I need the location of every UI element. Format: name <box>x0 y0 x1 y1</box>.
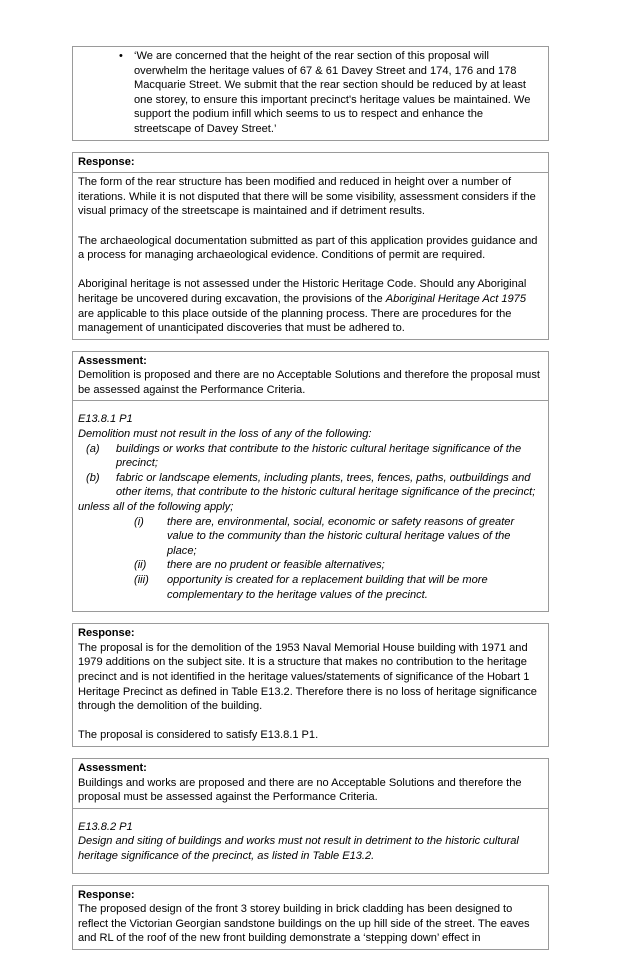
response-one-body-row <box>73 172 548 339</box>
criteria-subitem-marker: (ii) <box>134 559 147 572</box>
response-two-para-2: The proposal is considered to satisfy E13.8.1 P1. <box>78 729 319 742</box>
criteria-item-marker: (a) <box>86 442 100 455</box>
aboriginal-heritage-act-citation: Aboriginal Heritage Act 1975 <box>385 292 526 305</box>
response-one-para-3 <box>78 277 543 335</box>
criteria-item-marker: (b) <box>86 471 100 484</box>
criteria-item-b <box>86 471 543 500</box>
criteria-code: E13.8.1 P1 <box>78 413 133 426</box>
criteria-subitem-marker: (i) <box>134 515 144 528</box>
criteria-subitem-ii <box>134 558 543 573</box>
criteria-item-text: fabric or landscape elements, including plants, trees, fences, paths, outbuildings and other items, that contribute to the historic cultural heritage significance of the precinct; <box>116 471 536 499</box>
assessment-one-heading-row <box>73 352 548 401</box>
response-heading: Response: <box>78 155 135 168</box>
criteria-subitem-text: opportunity is created for a replacement building that will be more complementary to the heritage values of the precinct. <box>167 574 488 601</box>
representation-bullet-list <box>78 49 543 137</box>
paragraph-spacer <box>78 219 543 234</box>
response-one-para-2: The archaeological documentation submitted as part of this application provides guidance and a process for managing archaeological evidence. Conditions of permit are required. <box>78 234 538 262</box>
list-item: • ‘We are concerned that the height of the rear section of this proposal will overwhelm the heritage values of 67 & 61 Davey Street and 174, 176 and 178 Macquarie Street. We submit that the rear section should be reduced by at least one storey, to ensure this important precinct's heritage values be maintained. We support the podium infill which seems to us to respect and enhance the streetscape of Davey Street.’ <box>119 49 543 137</box>
paragraph-spacer <box>78 263 543 278</box>
response-one-block <box>72 152 549 340</box>
response-two-para-1: The proposal is for the demolition of the 1953 Naval Memorial House building with 1971 and 1979 additions on the subject site. It is a structure that makes no contribution to the heritage precinct and is not identified in the heritage values/statements of significance of the Hobart 1 Heritage Precinct as defined in Table E13.2. Therefore there is no loss of heritage significance through the demolition of the building. <box>78 641 537 713</box>
response-heading: Response: <box>78 888 135 901</box>
assessment-heading: Assessment: <box>78 761 147 774</box>
criteria-e13-8-2-row <box>73 808 548 873</box>
response-two-row <box>73 624 548 746</box>
representation-block <box>72 46 549 141</box>
criteria-subitem-i <box>134 515 543 559</box>
criteria-subitem-text: there are, environmental, social, economic or safety reasons of greater value to the community than the historic cultural heritage values of the place; <box>167 515 515 557</box>
criteria-text: Design and siting of buildings and works must not result in detriment to the historic cultural heritage significance of the precinct, as listed in Table E13.2. <box>78 835 519 862</box>
criteria-intro: Demolition must not result in the loss of any of the following: <box>78 428 372 441</box>
paragraph-spacer <box>78 714 543 729</box>
assessment-one-block <box>72 351 549 613</box>
assessment-two-heading-row <box>73 759 548 808</box>
criteria-subitem-marker: (iii) <box>134 574 149 586</box>
response-heading: Response: <box>78 627 135 640</box>
para-3-text-after: are applicable to this place outside of the planning process. There are procedures for the management of unanticipated discoveries that must be adhered to. <box>78 307 512 335</box>
criteria-item-a <box>86 442 543 471</box>
response-three-para-1: The proposed design of the front 3 storey building in brick cladding has been designed to reflect the Victorian Georgian sandstone buildings on the up hill side of the street. The eaves and RL of the roof of the new front building demonstrate a ‘stepping down’ effect in <box>78 903 530 945</box>
assessment-two-body: Buildings and works are proposed and there are no Acceptable Solutions and therefore the proposal must be assessed against the Performance Criteria. <box>78 776 522 804</box>
response-three-row <box>73 886 548 949</box>
criteria-subitem-iii <box>134 573 543 602</box>
assessment-two-block <box>72 758 549 874</box>
representation-row <box>73 47 548 140</box>
assessment-heading: Assessment: <box>78 354 147 367</box>
response-two-block <box>72 623 549 747</box>
response-three-block <box>72 885 549 950</box>
document-body <box>72 46 549 961</box>
criteria-code: E13.8.2 P1 <box>78 820 133 833</box>
response-one-heading-row <box>73 153 548 173</box>
criteria-e13-8-1-row <box>73 400 548 611</box>
criteria-unless-clause: unless all of the following apply; <box>78 501 234 514</box>
criteria-item-text: buildings or works that contribute to the historic cultural heritage significance of the precinct; <box>116 442 522 470</box>
assessment-one-body: Demolition is proposed and there are no Acceptable Solutions and therefore the proposal must be assessed against the Performance Criteria. <box>78 369 540 396</box>
criteria-subitem-text: there are no prudent or feasible alternatives; <box>167 559 385 572</box>
para-3-text-before: Aboriginal heritage is not assessed under the Historic Heritage Code. Should any Aboriginal heritage be uncovered during excavation, the provisions of the <box>78 278 527 305</box>
response-one-para-1: The form of the rear structure has been modified and reduced in height over a number of iterations. While it is not disputed that there will be some visibility, assessment considers if the visual primacy of the streetscape is maintained and if detriment results. <box>78 176 536 218</box>
